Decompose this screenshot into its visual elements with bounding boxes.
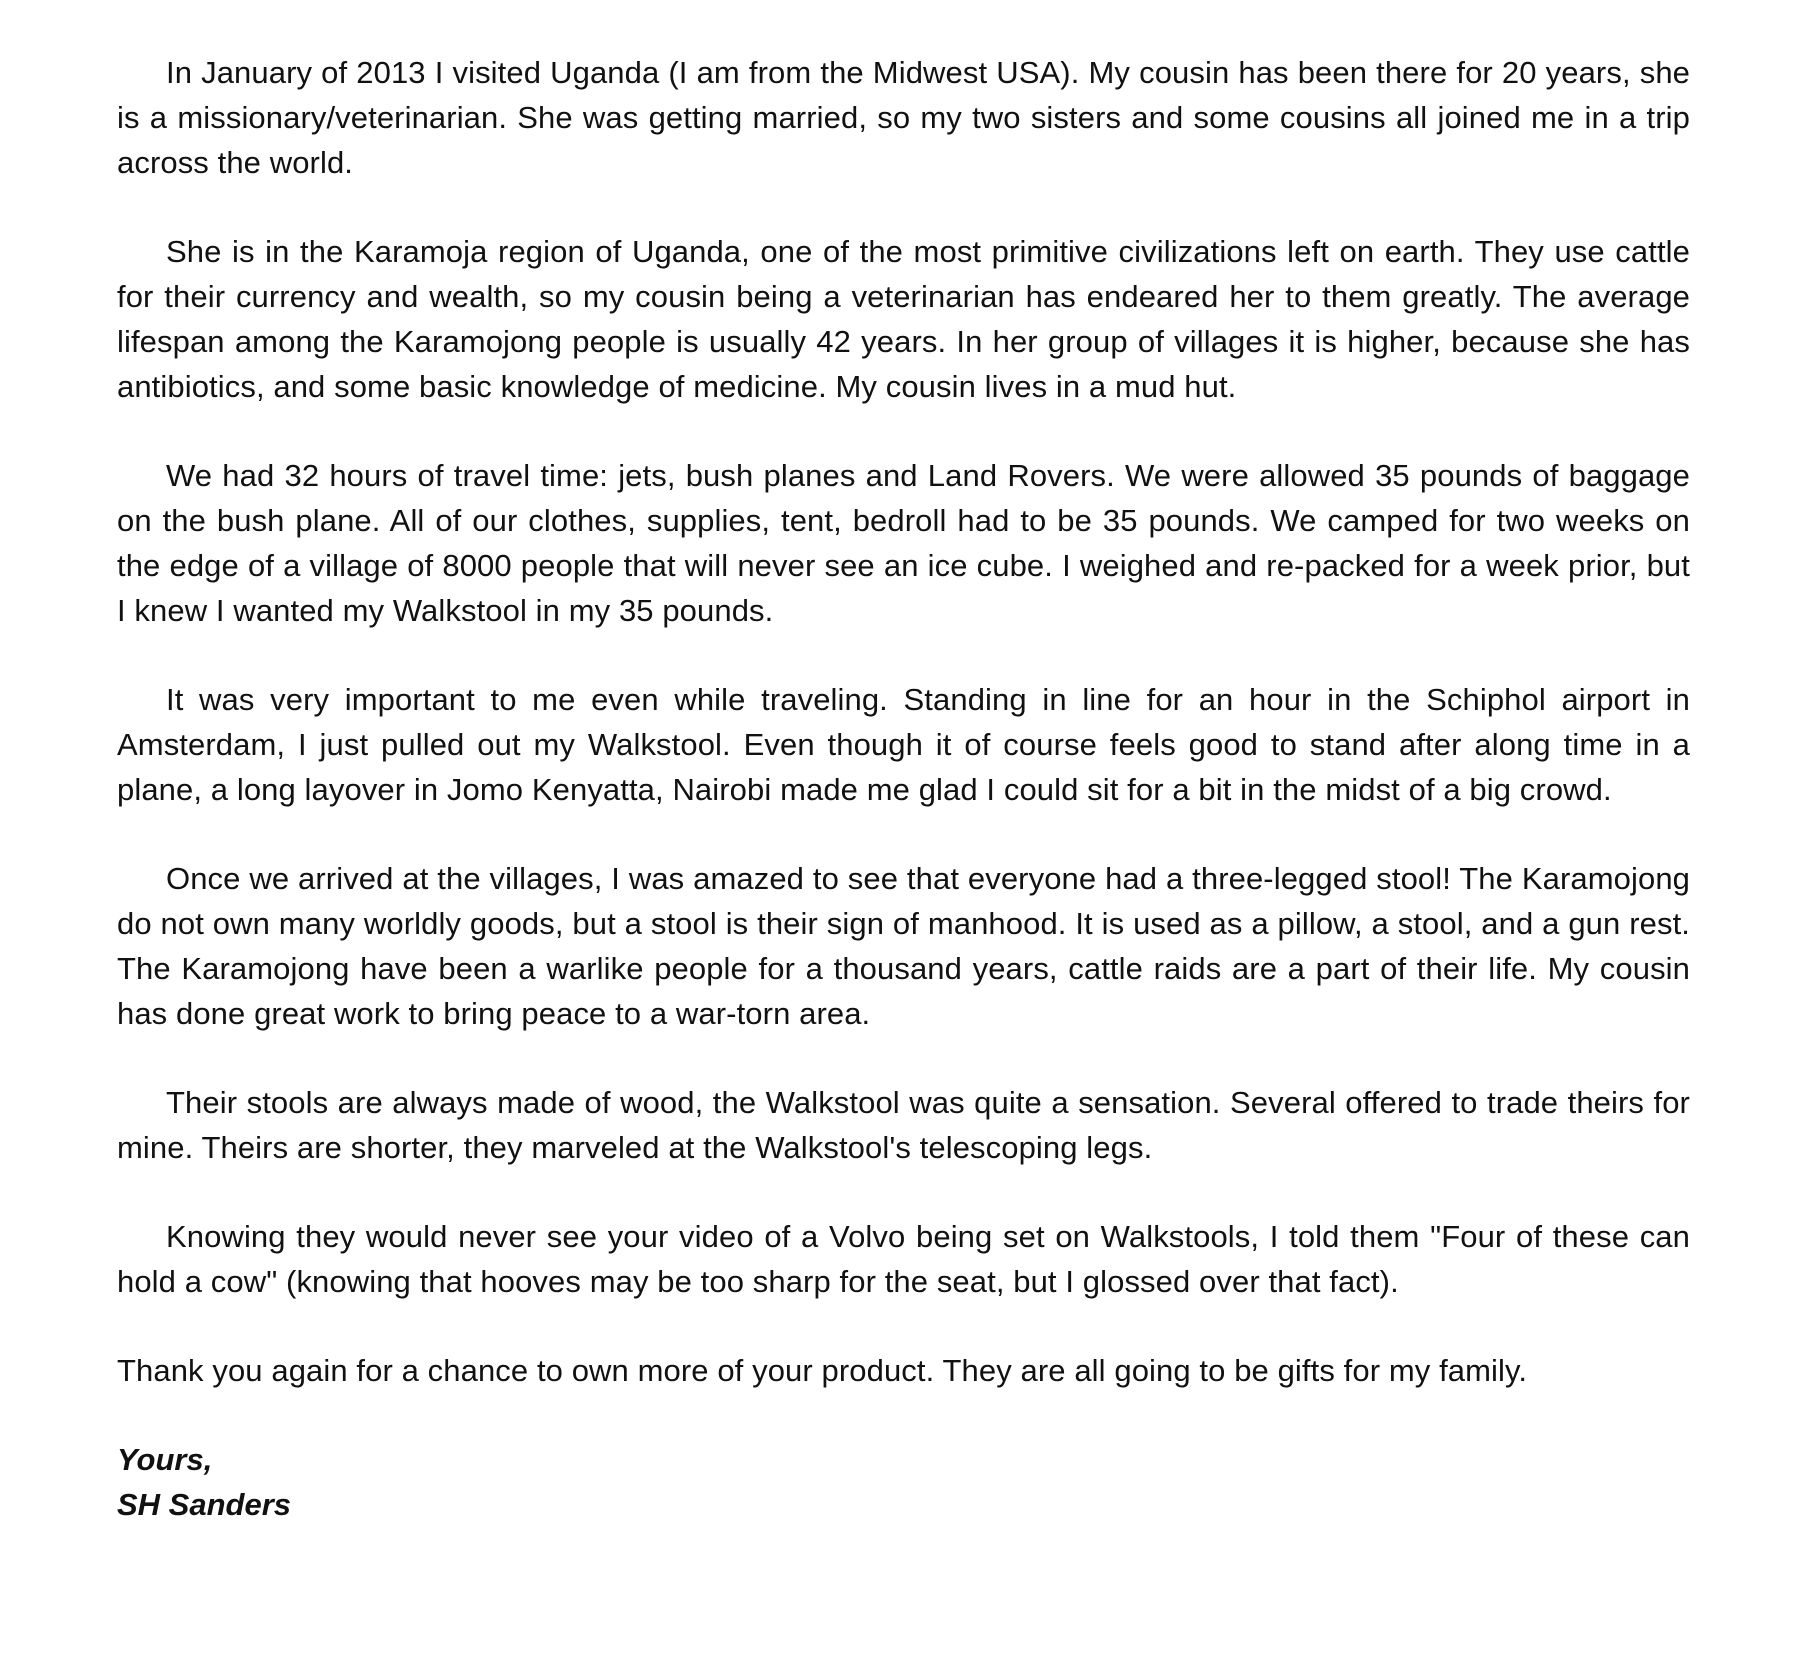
- paragraph-6: Their stools are always made of wood, the Walkstool was quite a sensation. Several offered to trade theirs for mine. Theirs are shorter, they marveled at the Walkstool's telescoping legs.: [117, 1085, 1690, 1165]
- closing-salutation: Yours,: [117, 1442, 213, 1477]
- letter-body: [117, 50, 1690, 1527]
- signature: SH Sanders: [117, 1487, 292, 1522]
- paragraph-1: In January of 2013 I visited Uganda (I am from the Midwest USA). My cousin has been there for 20 years, she is a missionary/veterinarian. She was getting married, so my two sisters and some cousins all joined me in a trip across the world.: [117, 55, 1690, 180]
- paragraph-2: She is in the Karamoja region of Uganda, one of the most primitive civilizations left on earth. They use cattle for their currency and wealth, so my cousin being a veterinarian has endeared her to them greatly. The average lifespan among the Karamojong people is usually 42 years. In her group of villages it is higher, because she has antibiotics, and some basic knowledge of medicine. My cousin lives in a mud hut.: [117, 234, 1690, 404]
- paragraph-7: Knowing they would never see your video of a Volvo being set on Walkstools, I told them "Four of these can hold a cow" (knowing that hooves may be too sharp for the seat, but I glossed over that fact).: [117, 1219, 1690, 1299]
- paragraph-4: It was very important to me even while traveling. Standing in line for an hour in the Schiphol airport in Amsterdam, I just pulled out my Walkstool. Even though it of course feels good to stand after along time in a plane, a long layover in Jomo Kenyatta, Nairobi made me glad I could sit for a bit in the midst of a big crowd.: [117, 682, 1690, 807]
- paragraph-3: We had 32 hours of travel time: jets, bush planes and Land Rovers. We were allowed 35 pounds of baggage on the bush plane. All of our clothes, supplies, tent, bedroll had to be 35 pounds. We camped for two weeks on the edge of a village of 8000 people that will never see an ice cube. I weighed and re-packed for a week prior, but I knew I wanted my Walkstool in my 35 pounds.: [117, 458, 1690, 628]
- paragraph-5: Once we arrived at the villages, I was amazed to see that everyone had a three-legged stool! The Karamojong do not own many worldly goods, but a stool is their sign of manhood. It is used as a pillow, a stool, and a gun rest. The Karamojong have been a warlike people for a thousand years, cattle raids are a part of their life. My cousin has done great work to bring peace to a war-torn area.: [117, 861, 1690, 1031]
- paragraph-thanks: Thank you again for a chance to own more of your product. They are all going to be gifts for my family.: [117, 1353, 1528, 1388]
